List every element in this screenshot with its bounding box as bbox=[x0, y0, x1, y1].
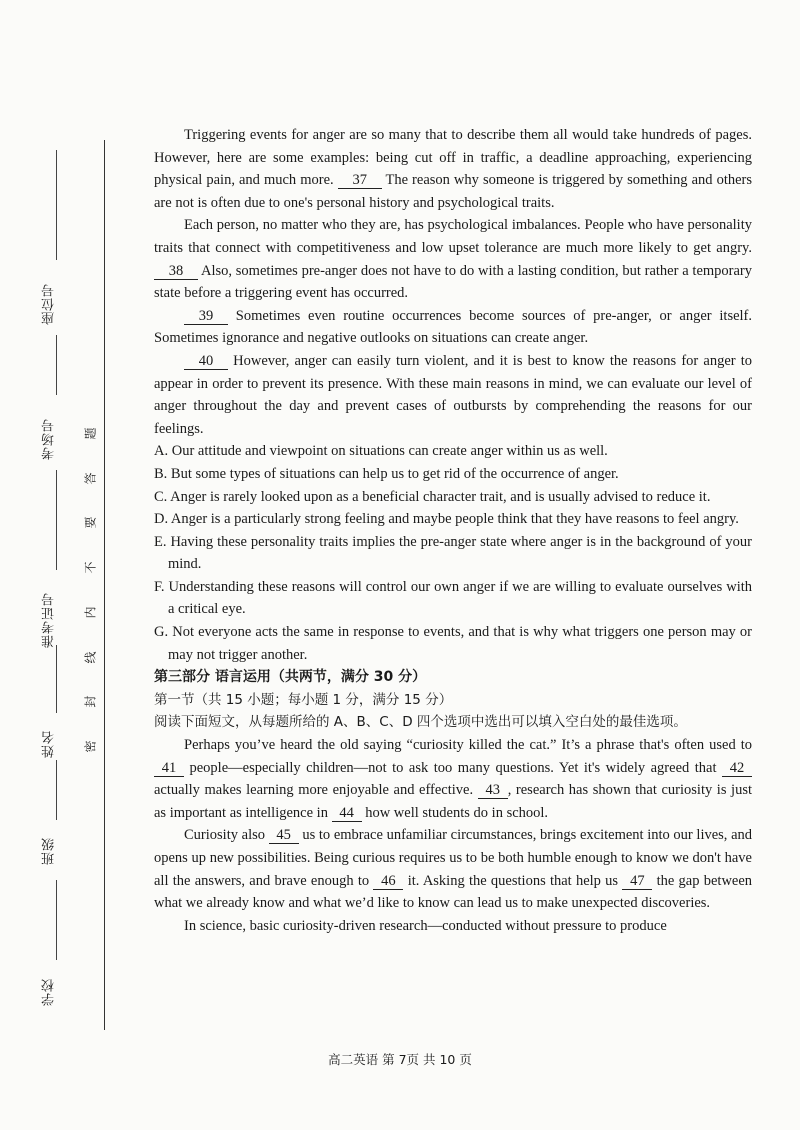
class-label: 班级 bbox=[42, 837, 57, 865]
text: the gap between what we already know and what we’d like to know can lead us to make unexpected discoveries. bbox=[154, 872, 753, 912]
text: people—especially children—not to ask too many questions. Yet it's widely agreed that bbox=[189, 759, 717, 776]
notice-char: 线 bbox=[83, 651, 98, 664]
class-line bbox=[56, 760, 57, 820]
section3-title: 第三部分 语言运用（共两节，满分 30 分） bbox=[154, 669, 427, 686]
seat-number-line bbox=[56, 150, 57, 260]
text: us to embrace unfamiliar circumstances, brings excitement into our lives, and opens up new possibilities. Being curious requires us to be both humble enough to know we don't have all the answers, and brave enough to bbox=[154, 827, 753, 889]
exam-room-line bbox=[56, 335, 57, 395]
exam-id-label: 准考证号 bbox=[42, 592, 57, 648]
notice-char: 不 bbox=[83, 561, 98, 574]
passage2-paragraph bbox=[154, 824, 752, 914]
notice-char: 要 bbox=[83, 516, 98, 529]
blank-39: 39 bbox=[184, 308, 228, 325]
section3-subtitle: 第一节（共 15 小题；每小题 1 分，满分 15 分） bbox=[154, 691, 453, 708]
passage1-paragraph bbox=[154, 214, 752, 304]
text: In science, basic curiosity-driven research—conducted without pressure to produce bbox=[184, 917, 667, 934]
notice-char: 内 bbox=[83, 606, 98, 619]
notice-char: 封 bbox=[83, 695, 98, 708]
blank-42: 42 bbox=[722, 760, 752, 777]
option-b: B. But some types of situations can help us to get rid of the occurrence of anger. bbox=[154, 465, 619, 482]
text: Sometimes even routine occurrences become sources of pre-anger, or anger itself. Sometimes ignorance and negative outlooks on situations can create anger. bbox=[154, 307, 753, 347]
page-footer: 高二英语 第 7页 共 10 页 bbox=[328, 1052, 472, 1067]
text: , research has shown that curiosity is just as important as intelligence in bbox=[154, 782, 753, 821]
text: how well students do in school. bbox=[365, 804, 549, 821]
text: Perhaps you’ve heard the old saying “curiosity killed the cat.” It’s a phrase that's often used to bbox=[184, 737, 752, 754]
text: Also, sometimes pre-anger does not have to do with a lasting condition, but rather a temporary state before a triggering event has occurred. bbox=[154, 262, 752, 302]
notice-char: 题 bbox=[83, 427, 98, 440]
option-g: G. Not everyone acts the same in response to events, and that is why what triggers one person may or may not trigger another. bbox=[154, 624, 752, 663]
option-e: E. Having these personality traits implies the pre-anger state where anger is in the background of your mind. bbox=[154, 533, 752, 573]
blank-40: 40 bbox=[184, 353, 228, 370]
name-label: 姓名 bbox=[42, 730, 57, 758]
passage2-paragraph bbox=[154, 734, 752, 824]
page-content bbox=[154, 124, 752, 937]
passage1-paragraph bbox=[154, 305, 752, 350]
passage2-paragraph bbox=[154, 915, 752, 938]
exam-room-label: 考场号 bbox=[42, 418, 57, 460]
school-line bbox=[56, 880, 57, 960]
text: it. Asking the questions that help us bbox=[407, 872, 619, 889]
notice-char: 答 bbox=[83, 472, 98, 485]
notice-char: 密 bbox=[83, 740, 98, 753]
name-line bbox=[56, 645, 57, 713]
blank-46: 46 bbox=[373, 873, 403, 890]
text: Curiosity also bbox=[184, 827, 265, 844]
text: However, anger can easily turn violent, and it is best to know the reasons for anger to appear in order to prevent its presence. With these main reasons in mind, we can evaluate our level of anger throughout the day and prevent cases of outbursts by comprehending the reasons for our feelings. bbox=[154, 352, 752, 437]
option-f: F. Understanding these reasons will control our own anger if we are willing to evaluate ourselves with a critical eye. bbox=[154, 578, 752, 618]
blank-41: 41 bbox=[154, 760, 184, 777]
seat-number-label: 座位号 bbox=[42, 283, 57, 325]
blank-45: 45 bbox=[269, 827, 299, 844]
exam-id-line bbox=[56, 470, 57, 570]
text: The reason why someone is triggered by something and others are not is often due to one's personal history and psychological traits. bbox=[154, 172, 752, 211]
passage1-paragraph bbox=[154, 350, 752, 440]
options-list bbox=[154, 440, 752, 666]
option-d: D. Anger is a particularly strong feeling and maybe people think that they have reasons to feel angry. bbox=[154, 511, 739, 528]
school-label: 学校 bbox=[42, 978, 57, 1006]
passage1-paragraph bbox=[154, 124, 752, 214]
seal-notice bbox=[80, 425, 100, 755]
text: actually makes learning more enjoyable and effective. bbox=[154, 782, 474, 799]
option-a: A. Our attitude and viewpoint on situations can create anger within us as well. bbox=[154, 443, 608, 460]
blank-43: 43 bbox=[478, 782, 508, 799]
text: Each person, no matter who they are, has psychological imbalances. People who have personality traits that connect with competitiveness and low upset tolerance are much more likely to get angry. bbox=[154, 217, 752, 256]
blank-38: 38 bbox=[154, 263, 198, 280]
blank-44: 44 bbox=[332, 805, 362, 822]
blank-47: 47 bbox=[622, 873, 652, 890]
section3-instruction: 阅读下面短文，从每题所给的 A、B、C、D 四个选项中选出可以填入空白处的最佳选项。 bbox=[154, 714, 687, 731]
option-c: C. Anger is rarely looked upon as a beneficial character trait, and is usually advised to reduce it. bbox=[154, 488, 711, 505]
blank-37: 37 bbox=[338, 172, 382, 189]
binding-margin bbox=[0, 0, 120, 1130]
text: Triggering events for anger are so many that to describe them all would take hundreds of pages. However, here are some examples: being cut off in traffic, a deadline approaching, experiencing physical pain, and much more. bbox=[154, 127, 752, 189]
binding-line bbox=[104, 140, 105, 1030]
